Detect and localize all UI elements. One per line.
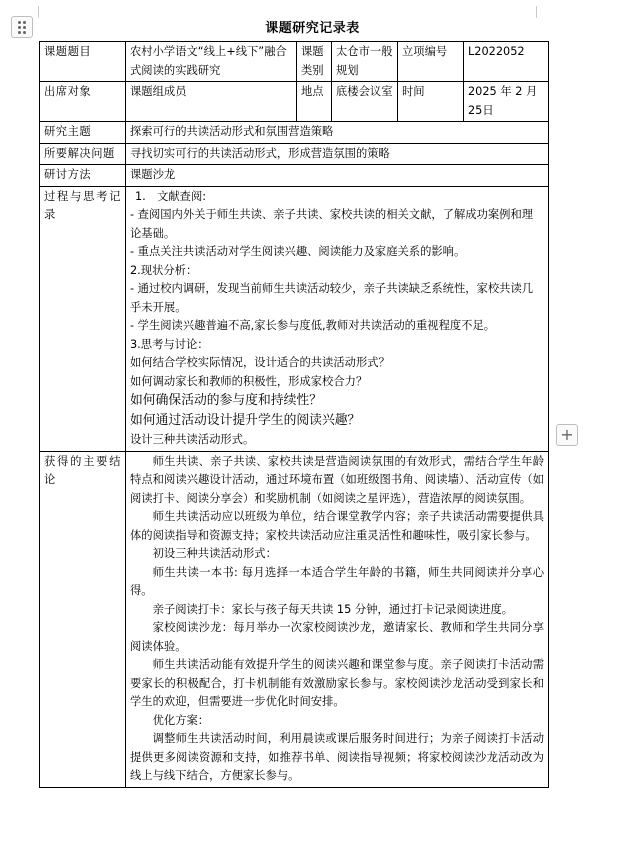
process-line: - 学生阅读兴趣普遍不高,家长参与度低,教师对共读活动的重视程度不足。 [130, 319, 496, 332]
document-title: 课题研究记录表 [265, 21, 360, 36]
conclusion-paragraph: 亲子阅读打卡：家长与孩子每天共读 15 分钟，通过打卡记录阅读进度。 [152, 602, 514, 616]
conclusion-paragraph: 初设三种共读活动形式： [152, 547, 277, 560]
location-value[interactable]: 底楼会议室 [332, 82, 398, 122]
process-line: 如何调动家长和教师的积极性，形成家校合力？ [130, 374, 368, 388]
problem-value[interactable]: 寻找切实可行的共读活动形式，形成营造氛围的策略 [126, 143, 549, 165]
method-value[interactable]: 课题沙龙 [126, 165, 549, 187]
category-label: 课题类别 [297, 42, 332, 82]
project-no-value[interactable]: L2022052 [464, 42, 549, 82]
problem-label: 所要解决问题 [40, 143, 126, 165]
table-row [40, 82, 549, 122]
record-table [39, 41, 549, 788]
topic-label: 课题题目 [40, 42, 126, 82]
topic-value[interactable]: 农村小学语文“线上+线下”融合式阅读的实践研究 [126, 42, 297, 82]
conclusion-paragraph: 家校阅读沙龙：每月举办一次家校阅读沙龙，邀请家长、教师和学生共同分享阅读体验。 [130, 621, 544, 653]
time-label: 时间 [398, 82, 464, 122]
table-row [40, 165, 549, 187]
time-value[interactable]: 2025 年 2 月 25日 [464, 82, 549, 122]
location-label: 地点 [297, 82, 332, 122]
add-row-plus-icon[interactable]: + [556, 424, 578, 446]
conclusion-paragraph: 师生共读一本书: 每月选择一本适合学生年龄的书籍，师生共同阅读并分享心得。 [130, 565, 544, 597]
project-no-label: 立项编号 [398, 42, 464, 82]
conclusion-paragraph: 优化方案： [152, 713, 210, 727]
attendees-label: 出席对象 [40, 82, 126, 122]
method-label: 研讨方法 [40, 165, 126, 187]
table-row [40, 451, 549, 787]
process-label: 过程与思考记录 [40, 186, 126, 451]
attendees-value[interactable]: 课题组成员 [126, 82, 297, 122]
process-line: 3.思考与讨论： [130, 337, 209, 351]
process-content[interactable] [126, 186, 549, 451]
conclusion-paragraph: 师生共读、亲子共读、家校共读是营造阅读氛围的有效形式，需结合学生年龄特点和阅读兴趣设计活动，通过环境布置（如班级图书角、阅读墙）、活动宣传（如阅读打卡、阅读分享会）和奖励机制（如阅读之星评选），营造浓厚的阅读氛围。 [130, 454, 544, 505]
conclusion-label: 获得的主要结论 [40, 451, 126, 787]
table-row [40, 42, 549, 82]
conclusion-content[interactable] [126, 451, 549, 787]
process-line: 如何通过活动设计提升学生的阅读兴趣？ [130, 413, 361, 428]
table-row [40, 143, 549, 165]
theme-value[interactable]: 探索可行的共读活动形式和氛围营造策略 [126, 122, 549, 144]
process-line: - 重点关注共读活动对学生阅读兴趣、阅读能力及家庭关系的影响。 [130, 245, 466, 258]
conclusion-paragraph: 师生共读活动应以班级为单位，结合课堂教学内容；亲子共读活动需要提供具体的阅读指导和资源支持；家校共读活动应注重灵活性和趣味性，吸引家长参与。 [130, 510, 544, 542]
process-line: 如何结合学校实际情况，设计适合的共读活动形式？ [130, 356, 390, 369]
category-value[interactable]: 太仓市一般规划 [332, 42, 398, 82]
process-line: 设计三种共读活动形式。 [130, 433, 255, 446]
process-line: - 通过校内调研，发现当前师生共读活动较少，亲子共读缺乏系统性，家校共读几乎未开展。 [130, 282, 534, 314]
process-line: 2.现状分析： [130, 263, 198, 277]
process-line: 1. 文献查阅: [135, 189, 207, 203]
theme-label: 研究主题 [40, 122, 126, 144]
table-row [40, 122, 549, 144]
process-line: - 查阅国内外关于师生共读、亲子共读、家校共读的相关文献，了解成功案例和理论基础。 [130, 208, 534, 240]
conclusion-paragraph: 调整师生共读活动时间，利用晨读或课后服务时间进行；为亲子阅读打卡活动提供更多阅读资源和支持，如推荐书单、阅读指导视频；将家校阅读沙龙活动改为线上与线下结合，方便家长参与。 [130, 732, 544, 782]
process-line: 如何确保活动的参与度和持续性？ [130, 393, 322, 408]
table-row [40, 186, 549, 451]
conclusion-paragraph: 师生共读活动能有效提升学生的阅读兴趣和课堂参与度。亲子阅读打卡活动需要家长的积极配合，打卡机制能有效激励家长参与。家校阅读沙龙活动受到家长和学生的欢迎，但需要进一步优化时间安排。 [130, 658, 544, 708]
